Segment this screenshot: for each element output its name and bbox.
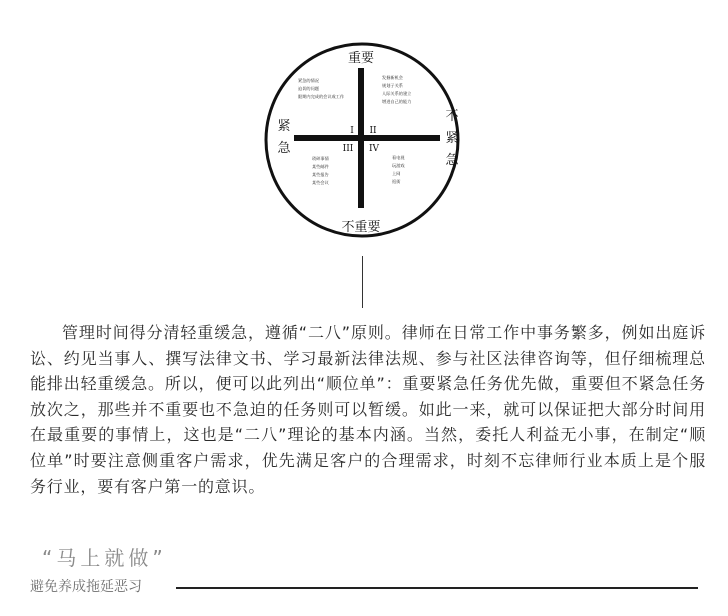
left-axis-label-char-1: 紧	[277, 119, 291, 134]
subtitle-text: 避免养成拖延恶习	[30, 579, 142, 595]
subtitle-rule	[176, 587, 698, 589]
subtitle-row	[30, 576, 698, 598]
bottom-axis-label: 不重要	[341, 220, 381, 235]
connector-line	[362, 256, 363, 308]
left-axis-label-char-2: 急	[277, 141, 291, 156]
q2-item-4: 增进自己的能力	[382, 99, 412, 104]
q4-item-3: 上网	[392, 171, 401, 176]
q4-item-1: 看电视	[392, 155, 405, 160]
q4-item-2: 玩游戏	[392, 163, 405, 168]
matrix-svg	[262, 34, 462, 246]
q2-item-3: 人际关系的建立	[382, 91, 412, 96]
q1-item-1: 紧急的情况	[298, 78, 319, 83]
right-axis-label-char-2: 紧	[445, 131, 459, 146]
body-paragraph: 管理时间得分清轻重缓急，遵循“二八”原则。律师在日常工作中事务繁多，例如出庭诉讼、约见当事人、撰写法律文书、学习最新法律法规、参与社区法律咨询等，但仔细梳理总能排出轻重缓急。所以，便可以此列出“顺位单”：重要紧急任务优先做，重要但不紧急任务放次之，那些并不重要也不急迫的任务则可以暂缓。如此一来，就可以保证把大部分时间用在最重要的事情上，这也是“二八”理论的基本内涵。当然，委托人利益无小事，在制定“顺位单”时要注意侧重客户需求，优先满足客户的合理需求，时刻不忘律师行业本质上是个服务行业，要有客户第一的意识。	[30, 323, 706, 496]
horizontal-axis	[294, 135, 440, 141]
q3-item-2: 某些邮件	[312, 164, 329, 169]
quadrant-numeral-3: III	[342, 144, 354, 154]
quadrant-numeral-1: I	[350, 126, 354, 136]
q3-item-3: 某些报告	[312, 172, 329, 177]
quadrant-numeral-2: II	[369, 126, 377, 136]
right-axis-label-char-3: 急	[445, 153, 459, 168]
slogan-heading: “马上就做”	[42, 546, 167, 570]
q2-item-1: 发掘新机会	[382, 75, 403, 80]
q4-item-4: 逛街	[392, 179, 401, 184]
importance-urgency-matrix	[262, 34, 462, 246]
top-axis-label: 重要	[347, 51, 375, 66]
q2-item-2: 规划子关系	[382, 83, 403, 88]
quadrant-numeral-4: IV	[368, 144, 380, 154]
q3-item-1: 琐碎事情	[312, 156, 329, 161]
right-axis-label-char-1: 不	[445, 109, 459, 124]
q1-item-3: 限期内完成的会议或工作	[298, 94, 345, 99]
q1-item-2: 迫切的问题	[298, 86, 319, 91]
q3-item-4: 某些会议	[312, 180, 329, 185]
